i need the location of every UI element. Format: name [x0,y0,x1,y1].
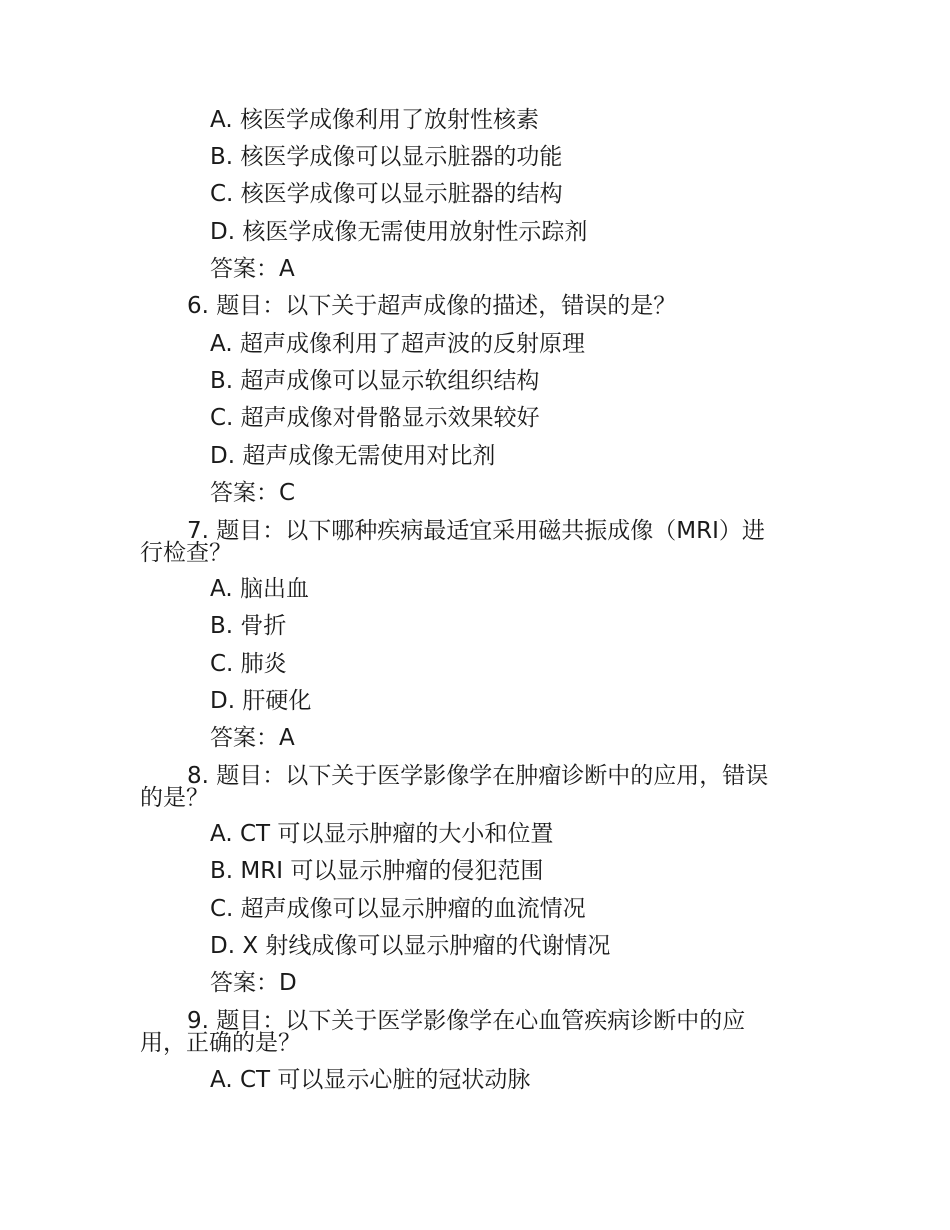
question-7-option-b: B. 骨折 [210,613,287,639]
question-6-option-c: C. 超声成像对骨骼显示效果较好 [210,405,540,431]
question-9-option-a: A. CT 可以显示心脏的冠状动脉 [210,1067,531,1093]
prev-option-c: C. 核医学成像可以显示脏器的结构 [210,181,563,207]
question-7-title-line2: 行检查？ [140,540,232,566]
prev-answer: 答案：A [210,256,295,282]
question-6-option-a: A. 超声成像利用了超声波的反射原理 [210,331,585,357]
question-6-option-b: B. 超声成像可以显示软组织结构 [210,368,540,394]
question-8-option-c: C. 超声成像可以显示肿瘤的血流情况 [210,896,586,922]
question-6-option-d: D. 超声成像无需使用对比剂 [210,443,496,469]
question-8-option-d: D. X 射线成像可以显示肿瘤的代谢情况 [210,933,611,959]
question-8-option-b: B. MRI 可以显示肿瘤的侵犯范围 [210,858,544,884]
question-8-title-line2: 的是？ [140,785,209,811]
prev-option-a: A. 核医学成像利用了放射性核素 [210,107,539,133]
question-7-title-line1: 7. 题目：以下哪种疾病最适宜采用磁共振成像（MRI）进 [187,518,765,544]
question-8-answer: 答案：D [210,970,297,996]
prev-option-b: B. 核医学成像可以显示脏器的功能 [210,144,563,170]
question-8-title-line1: 8. 题目：以下关于医学影像学在肿瘤诊断中的应用，错误 [187,763,769,789]
question-9-title-line2: 用，正确的是？ [140,1030,301,1056]
question-7-option-a: A. 脑出血 [210,576,309,602]
question-8-option-a: A. CT 可以显示肿瘤的大小和位置 [210,821,554,847]
question-6-answer: 答案：C [210,480,296,506]
question-9-title-line1: 9. 题目：以下关于医学影像学在心血管疾病诊断中的应 [187,1008,746,1034]
question-7-option-d: D. 肝硬化 [210,688,312,714]
prev-option-d: D. 核医学成像无需使用放射性示踪剂 [210,219,588,245]
question-7-answer: 答案：A [210,725,295,751]
question-7-option-c: C. 肺炎 [210,651,287,677]
question-6-title: 6. 题目：以下关于超声成像的描述，错误的是？ [187,293,677,319]
